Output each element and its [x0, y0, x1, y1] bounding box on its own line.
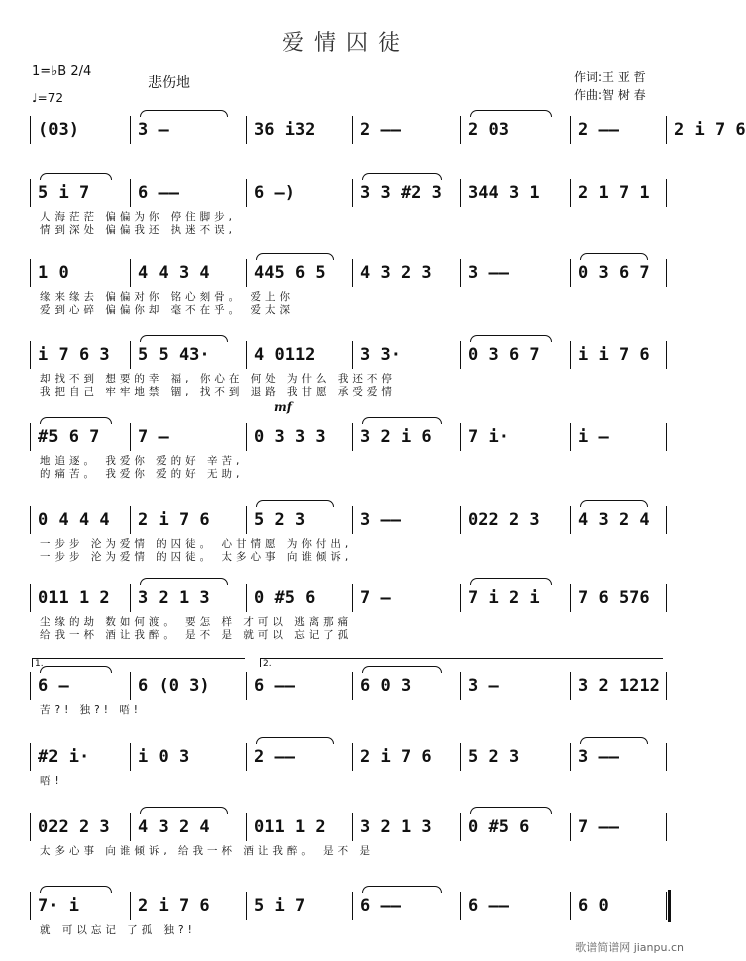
- measure-notes: i i 7 6: [578, 345, 650, 365]
- measure-notes: 344 3 1: [468, 183, 540, 203]
- measure-notes: 022 2 3: [38, 817, 110, 837]
- measure-notes: 0 3 6 7: [578, 263, 650, 283]
- slur: [40, 417, 112, 424]
- measure-notes: 6 (0 3): [138, 676, 210, 696]
- measure-notes: #2 i·: [38, 747, 90, 767]
- barline: [666, 506, 667, 534]
- measure-notes: 4 0112: [254, 345, 316, 365]
- measure-notes: 445 6 5: [254, 263, 326, 283]
- barline: [666, 259, 667, 287]
- lyric-line-1: 人海茫茫 偏偏为你 停住脚步,: [40, 211, 237, 223]
- measure-notes: 4 4 3 4: [138, 263, 210, 283]
- measure-notes: 6 ——: [254, 676, 295, 696]
- barline: [460, 672, 461, 700]
- barline: [666, 892, 667, 920]
- barline: [570, 179, 571, 207]
- slur: [470, 807, 552, 814]
- barline: [246, 341, 247, 369]
- barline: [246, 743, 247, 771]
- measure-notes: 7 i 2 i: [468, 588, 540, 608]
- measure-notes: 0 #5 6: [468, 817, 530, 837]
- measure-notes: 3 2 1212: [578, 676, 660, 696]
- measure-notes: 0 #5 6: [254, 588, 316, 608]
- barline: [460, 743, 461, 771]
- measure-notes: 3 –: [138, 120, 169, 140]
- expression-marking: 悲伤地: [148, 75, 190, 91]
- slur: [256, 253, 334, 260]
- slur: [470, 578, 552, 585]
- barline: [246, 506, 247, 534]
- measure-notes: 6 ——: [360, 896, 401, 916]
- barline: [30, 743, 31, 771]
- measure-notes: 2 ——: [578, 120, 619, 140]
- composer-credit: 作曲:智 树 春: [574, 88, 646, 102]
- barline: [246, 813, 247, 841]
- slur: [140, 807, 228, 814]
- lyric-line-1: 就 可以忘记 了孤 独?!: [40, 924, 196, 936]
- barline: [570, 892, 571, 920]
- measure-notes: 5 5 43·: [138, 345, 210, 365]
- barline: [460, 584, 461, 612]
- barline: [352, 892, 353, 920]
- barline: [352, 423, 353, 451]
- measure-notes: 2 03: [468, 120, 509, 140]
- measure-notes: 3 ——: [578, 747, 619, 767]
- slur: [580, 500, 648, 507]
- measure-notes: 2 i 7 6: [138, 510, 210, 530]
- barline: [570, 743, 571, 771]
- slur: [362, 417, 442, 424]
- measure-notes: 2 i 7 6: [674, 120, 746, 140]
- barline: [246, 116, 247, 144]
- barline: [130, 672, 131, 700]
- measure-notes: 4 3 2 4: [578, 510, 650, 530]
- barline: [570, 341, 571, 369]
- barline: [666, 584, 667, 612]
- barline: [460, 341, 461, 369]
- measure-notes: 2 ——: [254, 747, 295, 767]
- barline: [570, 116, 571, 144]
- measure-notes: 5 i 7: [254, 896, 306, 916]
- barline: [130, 259, 131, 287]
- measure-notes: 6 ——: [468, 896, 509, 916]
- barline: [352, 259, 353, 287]
- barline: [666, 813, 667, 841]
- barline: [30, 179, 31, 207]
- measure-notes: 6 —: [38, 676, 69, 696]
- measure-notes: 7 ——: [578, 817, 619, 837]
- lyricist-credit: 作词:王 亚 哲: [574, 70, 646, 84]
- barline: [352, 116, 353, 144]
- barline: [130, 423, 131, 451]
- slur: [580, 737, 648, 744]
- slur: [40, 666, 112, 673]
- measure-notes: 7 —: [138, 427, 169, 447]
- barline: [246, 892, 247, 920]
- lyric-line-1: 尘缘的劫 数如何渡。 要怎 样 才可以 逃离那痛: [40, 616, 353, 628]
- barline: [130, 179, 131, 207]
- slur: [140, 578, 228, 585]
- barline: [666, 179, 667, 207]
- measure-notes: 3 3·: [360, 345, 401, 365]
- slur: [580, 253, 648, 260]
- barline: [570, 672, 571, 700]
- measure-notes: 3 ——: [360, 510, 401, 530]
- measure-notes: 3 2 1 3: [360, 817, 432, 837]
- barline: [130, 743, 131, 771]
- barline: [30, 892, 31, 920]
- lyric-line-1: 苦?! 独?! 唔!: [40, 704, 142, 716]
- measure-notes: 3 2 i 6: [360, 427, 432, 447]
- barline: [30, 813, 31, 841]
- slur: [362, 666, 442, 673]
- measure-notes: i —: [578, 427, 609, 447]
- barline: [352, 179, 353, 207]
- barline: [130, 341, 131, 369]
- slur: [40, 173, 112, 180]
- measure-notes: i 0 3: [138, 747, 190, 767]
- lyric-line-2: 的痛苦。 我爱你 爱的好 无助,: [40, 468, 244, 480]
- barline: [246, 179, 247, 207]
- slur: [140, 110, 228, 117]
- barline: [30, 423, 31, 451]
- measure-notes: 7 i·: [468, 427, 509, 447]
- barline: [30, 584, 31, 612]
- lyric-line-2: 一步步 沦为爱情 的囚徒。 太多心事 向谁倾诉,: [40, 551, 353, 563]
- barline: [570, 259, 571, 287]
- barline: [352, 813, 353, 841]
- measure-notes: 3 2 1 3: [138, 588, 210, 608]
- measure-notes: 6 0 3: [360, 676, 412, 696]
- measure-notes: 5 2 3: [254, 510, 306, 530]
- measure-notes: 5 2 3: [468, 747, 520, 767]
- barline: [666, 672, 667, 700]
- measure-notes: 36 i32: [254, 120, 316, 140]
- measure-notes: i 7 6 3: [38, 345, 110, 365]
- barline: [130, 892, 131, 920]
- barline: [130, 813, 131, 841]
- barline: [130, 584, 131, 612]
- lyric-line-1: 地追逐。 我爱你 爱的好 辛苦,: [40, 455, 244, 467]
- slur: [40, 886, 112, 893]
- barline: [570, 423, 571, 451]
- barline: [246, 584, 247, 612]
- barline: [30, 341, 31, 369]
- measure-notes: 7· i: [38, 896, 79, 916]
- barline: [352, 672, 353, 700]
- barline: [666, 743, 667, 771]
- slur: [362, 173, 442, 180]
- lyric-line-1: 唔!: [40, 775, 63, 787]
- barline: [460, 892, 461, 920]
- measure-notes: 0 3 6 7: [468, 345, 540, 365]
- barline: [352, 743, 353, 771]
- barline: [352, 341, 353, 369]
- page-title: 爱情囚徒: [281, 31, 410, 56]
- barline: [30, 259, 31, 287]
- measure-notes: 3 3 #2 3: [360, 183, 442, 203]
- barline: [570, 584, 571, 612]
- lyric-line-1: 一步步 沦为爱情 的囚徒。 心甘情愿 为你付出,: [40, 538, 353, 550]
- slur: [470, 110, 552, 117]
- measure-notes: 0 3 3 3: [254, 427, 326, 447]
- barline: [130, 116, 131, 144]
- lyric-line-2: 我把自己 牢牢地禁 锢, 找不到 退路 我甘愿 承受爱情: [40, 386, 396, 398]
- watermark: 歌谱简谱网 jianpu.cn: [575, 941, 684, 954]
- measure-notes: 3 ——: [468, 263, 509, 283]
- measure-notes: 011 1 2: [38, 588, 110, 608]
- barline: [460, 423, 461, 451]
- barline: [30, 672, 31, 700]
- measure-notes: 2 1 7 1: [578, 183, 650, 203]
- measure-notes: (03): [38, 120, 79, 140]
- final-barline: [668, 890, 671, 922]
- slur: [140, 335, 228, 342]
- volta-second-ending: 2.: [260, 658, 663, 667]
- measure-notes: 7 —: [360, 588, 391, 608]
- barline: [666, 341, 667, 369]
- barline: [30, 506, 31, 534]
- barline: [666, 423, 667, 451]
- slur: [362, 886, 442, 893]
- measure-notes: 4 3 2 4: [138, 817, 210, 837]
- barline: [460, 116, 461, 144]
- lyric-line-2: 给我一杯 酒让我醉。 是不 是 就可以 忘记了孤: [40, 629, 353, 641]
- measure-notes: 5 i 7: [38, 183, 90, 203]
- measure-notes: 011 1 2: [254, 817, 326, 837]
- measure-notes: 6 ——: [138, 183, 179, 203]
- measure-notes: 2 i 7 6: [138, 896, 210, 916]
- measure-notes: 2 ——: [360, 120, 401, 140]
- measure-notes: #5 6 7: [38, 427, 100, 447]
- lyric-line-2: 爱到心碎 偏偏你却 毫不在乎。 爱太深: [40, 304, 295, 316]
- barline: [460, 506, 461, 534]
- barline: [352, 584, 353, 612]
- measure-notes: 0 4 4 4: [38, 510, 110, 530]
- measure-notes: 1 0: [38, 263, 69, 283]
- barline: [570, 813, 571, 841]
- lyric-line-1: 却找不到 想要的幸 福, 你心在 何处 为什么 我还不停: [40, 373, 396, 385]
- tempo-marking: ♩=72: [32, 91, 63, 105]
- barline: [460, 259, 461, 287]
- barline: [130, 506, 131, 534]
- barline: [666, 116, 667, 144]
- slur: [256, 500, 334, 507]
- measure-notes: 6 0: [578, 896, 609, 916]
- barline: [246, 259, 247, 287]
- measure-notes: 2 i 7 6: [360, 747, 432, 767]
- barline: [352, 506, 353, 534]
- barline: [460, 813, 461, 841]
- barline: [246, 672, 247, 700]
- volta-first-ending: 1.: [32, 658, 245, 667]
- measure-notes: 6 —): [254, 183, 295, 203]
- measure-notes: 3 —: [468, 676, 499, 696]
- slur: [470, 335, 552, 342]
- lyric-line-2: 情到深处 偏偏我还 执迷不误,: [40, 224, 237, 236]
- barline: [30, 116, 31, 144]
- lyric-line-1: 太多心事 向谁倾诉, 给我一杯 酒让我醉。 是不 是: [40, 845, 375, 857]
- slur: [256, 737, 334, 744]
- measure-notes: 022 2 3: [468, 510, 540, 530]
- barline: [570, 506, 571, 534]
- measure-notes: 7 6 576: [578, 588, 650, 608]
- dynamic-mf: mf: [274, 400, 292, 414]
- key-signature: 1=♭B 2/4: [32, 64, 92, 79]
- measure-notes: 4 3 2 3: [360, 263, 432, 283]
- barline: [246, 423, 247, 451]
- lyric-line-1: 缘来缘去 偏偏对你 铭心刻骨。 爱上你: [40, 291, 295, 303]
- barline: [460, 179, 461, 207]
